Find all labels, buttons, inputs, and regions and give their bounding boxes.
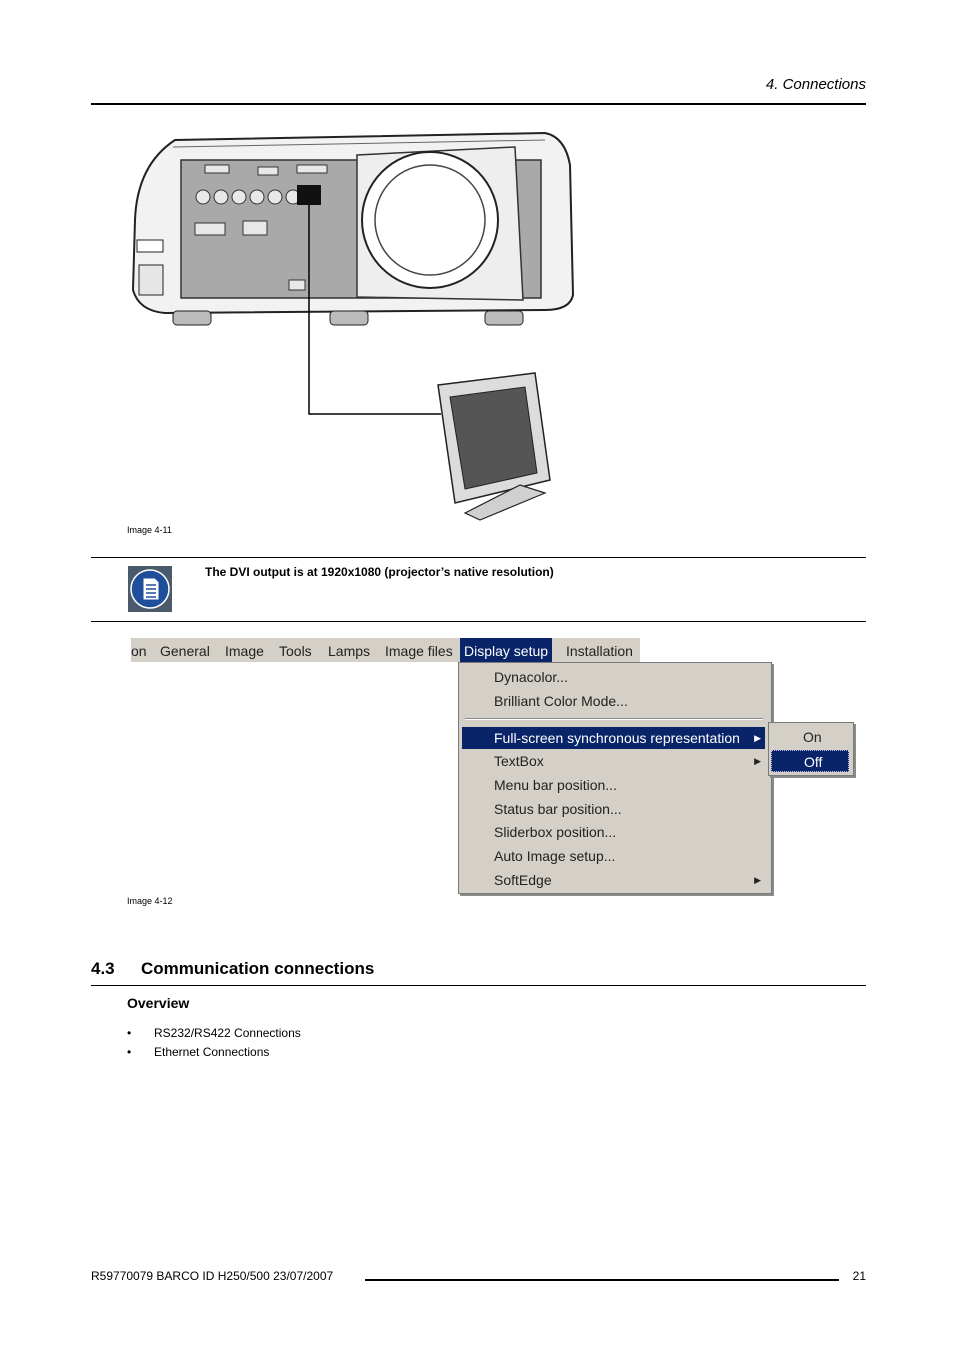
- menubar-item-partial[interactable]: on: [131, 643, 147, 659]
- menubar-item-display-setup[interactable]: Display setup: [460, 638, 552, 662]
- submenu-arrow-icon: ▶: [754, 875, 761, 885]
- note-text: The DVI output is at 1920x1080 (projector’s native resolution): [205, 565, 554, 579]
- projector-monitor-illustration: [125, 125, 585, 525]
- menubar-item-lamps[interactable]: Lamps: [328, 643, 371, 659]
- footer-document-id: R59770079 BARCO ID H250/500 23/07/2007: [91, 1269, 334, 1283]
- section-title: Communication connections: [141, 959, 375, 978]
- menu-item-softedge[interactable]: [462, 869, 765, 891]
- list-item-text: Ethernet Connections: [154, 1045, 270, 1059]
- sync-submenu: [768, 722, 854, 776]
- menu-item-label: SoftEdge: [494, 872, 552, 888]
- note-top-rule: [91, 557, 866, 558]
- section-heading: [91, 959, 374, 979]
- menu-item-label: Full-screen synchronous representation: [494, 730, 740, 746]
- menubar-item-tools[interactable]: Tools: [279, 643, 312, 659]
- projector-icon: [133, 133, 573, 325]
- menu-item-sliderbox-position[interactable]: Sliderbox position...: [494, 824, 617, 840]
- page-number: 21: [852, 1269, 866, 1283]
- menu-item-textbox[interactable]: [462, 750, 765, 772]
- menu-item-dynacolor[interactable]: Dynacolor...: [494, 669, 568, 685]
- section-number: 4.3: [91, 959, 115, 978]
- document-note-icon: [128, 566, 172, 612]
- figure-caption: Image 4-11: [127, 525, 172, 535]
- menubar-item-installation[interactable]: Installation: [566, 643, 633, 659]
- list-item: [127, 1026, 301, 1040]
- submenu-arrow-icon: ▶: [754, 756, 761, 766]
- list-item-text: RS232/RS422 Connections: [154, 1026, 301, 1040]
- menu-bar: [131, 638, 640, 662]
- submenu-item-off[interactable]: Off: [771, 750, 849, 772]
- bullet-icon: •: [127, 1045, 132, 1059]
- subheading-overview: Overview: [127, 995, 190, 1011]
- list-item: [127, 1045, 269, 1059]
- bullet-icon: •: [127, 1026, 132, 1040]
- submenu-arrow-icon: ▶: [754, 733, 761, 743]
- menu-separator: [465, 718, 763, 720]
- chapter-header: 4. Connections: [765, 76, 866, 93]
- menu-item-status-bar-position[interactable]: Status bar position...: [494, 801, 622, 817]
- footer-rule: [365, 1279, 839, 1281]
- menu-item-brilliant-color[interactable]: Brilliant Color Mode...: [494, 693, 628, 709]
- note-bottom-rule: [91, 621, 866, 622]
- menubar-item-image-files[interactable]: Image files: [385, 643, 453, 659]
- menu-item-label: TextBox: [494, 753, 544, 769]
- menu-item-full-screen-sync[interactable]: [462, 727, 765, 749]
- section-rule: [91, 985, 866, 986]
- submenu-item-on[interactable]: On: [803, 729, 822, 745]
- menubar-item-general[interactable]: General: [160, 643, 210, 659]
- menu-item-auto-image-setup[interactable]: Auto Image setup...: [494, 848, 616, 864]
- menubar-item-image[interactable]: Image: [225, 643, 264, 659]
- menu-item-menu-bar-position[interactable]: Menu bar position...: [494, 777, 617, 793]
- monitor-icon: [438, 373, 550, 520]
- display-setup-dropdown: [458, 662, 772, 894]
- figure-caption: Image 4-12: [127, 896, 173, 906]
- header-rule: [91, 103, 866, 105]
